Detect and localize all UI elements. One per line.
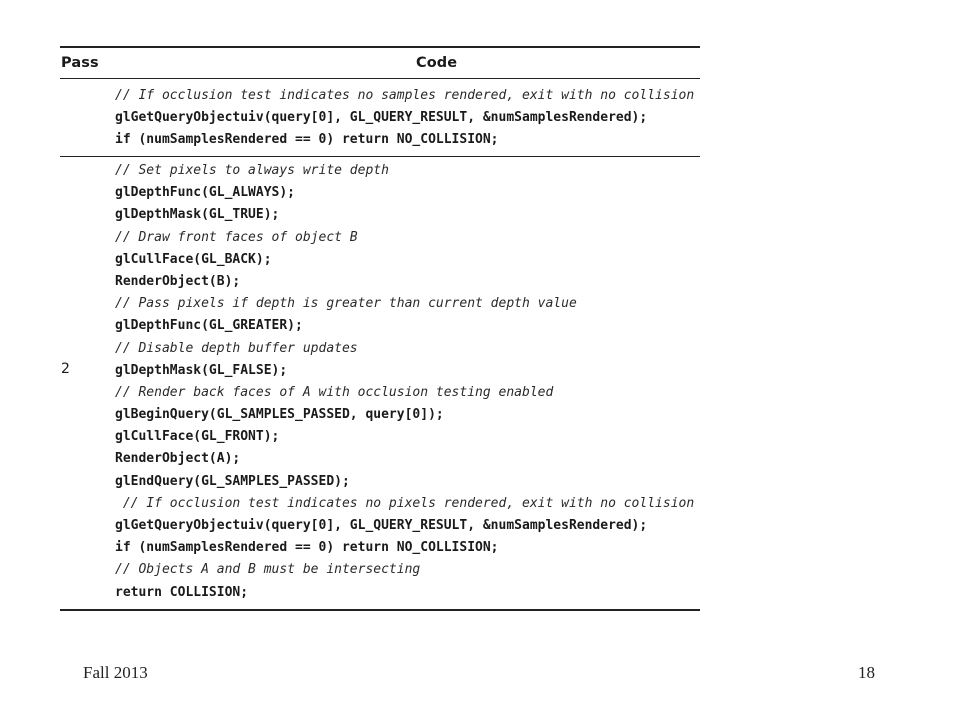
- code-line: // Objects A and B must be intersecting: [115, 562, 421, 578]
- code-line: glGetQueryObjectuiv(query[0], GL_QUERY_RESULT, &numSamplesRendered);: [115, 518, 648, 533]
- code-block-1: [115, 85, 694, 152]
- code-line: glBeginQuery(GL_SAMPLES_PASSED, query[0]);: [115, 407, 444, 423]
- code-line: RenderObject(A);: [115, 451, 241, 467]
- code-line: // If occlusion test indicates no samples rendered, exit with no collision: [115, 88, 695, 103]
- code-line: return COLLISION;: [115, 584, 249, 600]
- code-line: // Draw front faces of object B: [115, 229, 358, 245]
- code-line: glEndQuery(GL_SAMPLES_PASSED);: [115, 473, 350, 489]
- code-line: // Disable depth buffer updates: [115, 340, 358, 356]
- table-header-rule: [60, 78, 700, 79]
- code-line: glGetQueryObjectuiv(query[0], GL_QUERY_RESULT, &numSamplesRendered);: [115, 110, 648, 126]
- code-line: // If occlusion test indicates no pixels rendered, exit with no collision: [115, 495, 695, 511]
- pass-number: 2: [61, 361, 70, 377]
- code-block-2: [115, 160, 694, 604]
- table-row-rule: [60, 156, 700, 157]
- code-line: if (numSamplesRendered == 0) return NO_COLLISION;: [115, 132, 499, 148]
- footer-term: Fall 2013: [83, 663, 148, 682]
- code-line: // Render back faces of A with occlusion testing enabled: [115, 384, 554, 400]
- code-line: // Pass pixels if depth is greater than current depth value: [115, 296, 577, 312]
- table-bottom-rule: [60, 609, 700, 611]
- header-pass: Pass: [61, 55, 99, 71]
- code-line: glDepthFunc(GL_GREATER);: [115, 318, 303, 334]
- code-line: // Set pixels to always write depth: [115, 163, 389, 178]
- code-line: glDepthFunc(GL_ALWAYS);: [115, 185, 296, 201]
- code-line: RenderObject(B);: [115, 273, 241, 289]
- table-top-rule: [60, 46, 700, 48]
- code-line: glDepthMask(GL_FALSE);: [115, 362, 288, 378]
- code-line: glCullFace(GL_BACK);: [115, 251, 272, 267]
- code-line: glCullFace(GL_FRONT);: [115, 429, 280, 445]
- header-code: Code: [416, 55, 458, 71]
- code-line: if (numSamplesRendered == 0) return NO_COLLISION;: [115, 540, 499, 556]
- slide-number: 18: [858, 663, 875, 682]
- code-line: glDepthMask(GL_TRUE);: [115, 207, 280, 223]
